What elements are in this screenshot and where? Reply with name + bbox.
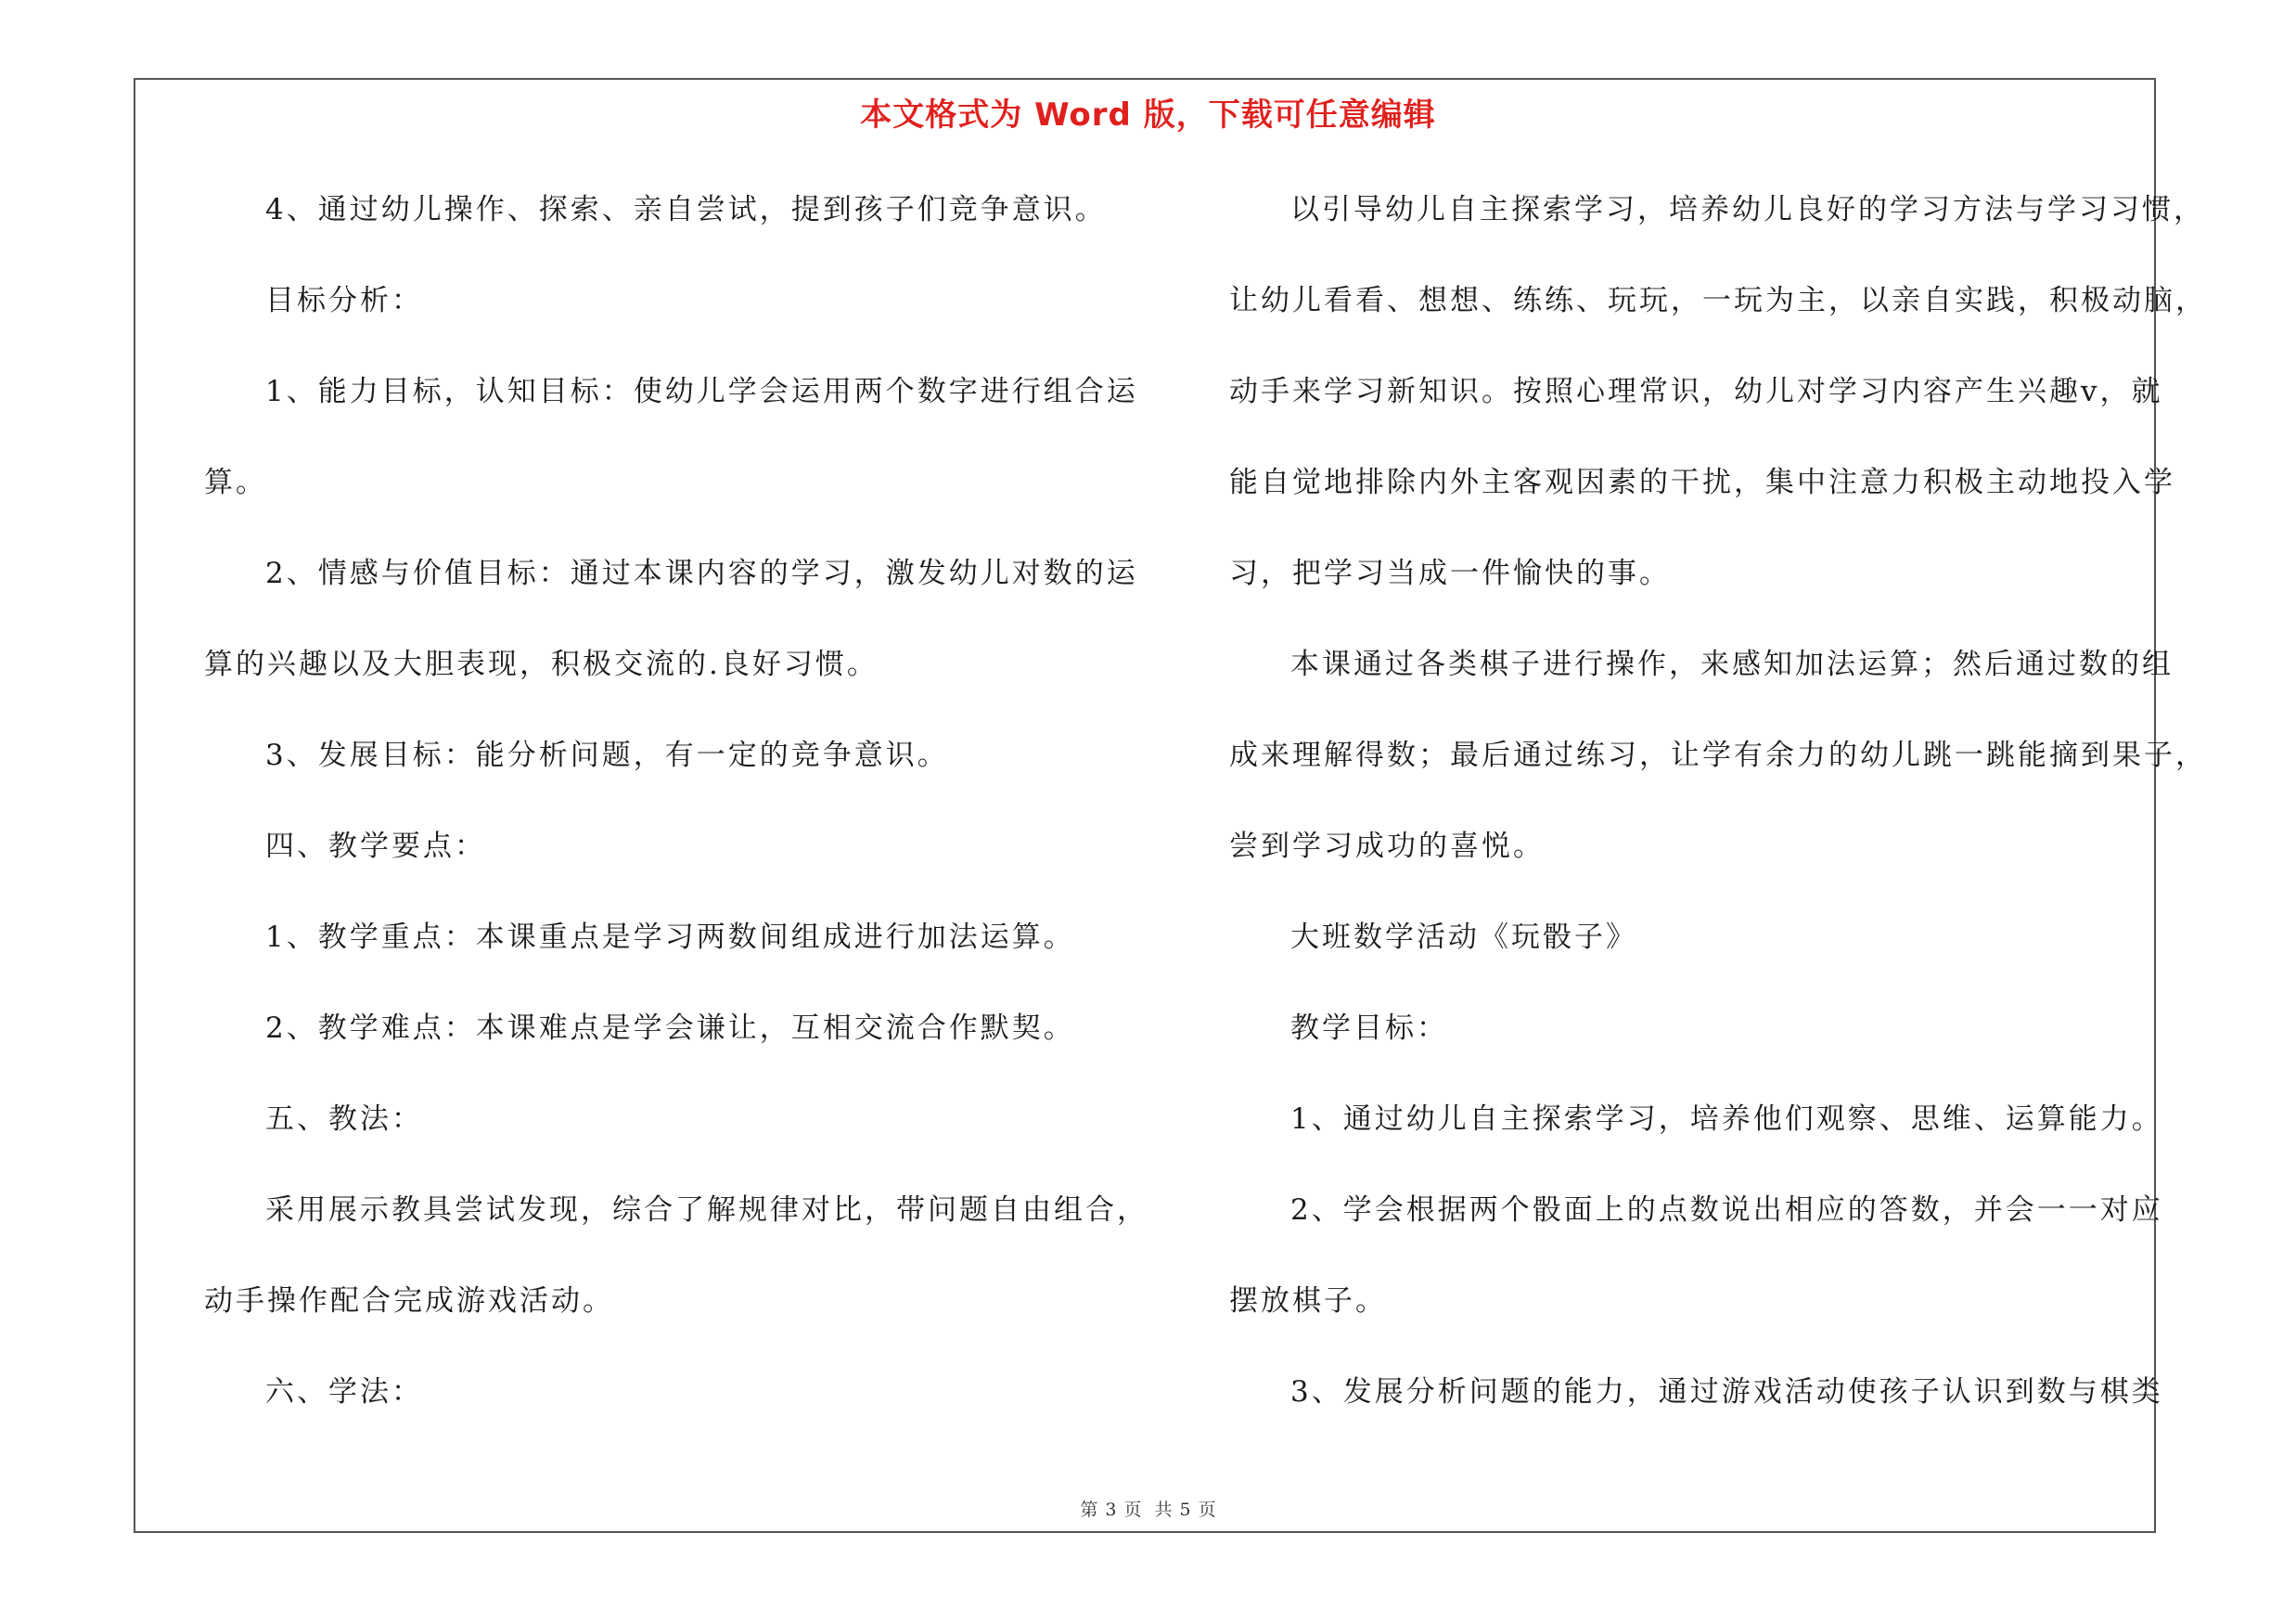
current-page-number: 3 — [1105, 1500, 1117, 1520]
paragraph-line: 3、发展目标：能分析问题，有一定的竞争意识。 — [265, 739, 949, 772]
paragraph-line: 算。 — [204, 466, 267, 499]
paragraph-line: 3、发展分析问题的能力，通过游戏活动使孩子认识到数与棋类 — [1290, 1375, 2163, 1409]
paragraph-line: 算的兴趣以及大胆表现，积极交流的.良好习惯。 — [204, 648, 879, 681]
paragraph-line: 2、教学难点：本课难点是学会谦让，互相交流合作默契。 — [265, 1011, 1075, 1045]
paragraph-line: 目标分析： — [265, 284, 423, 317]
footer-label: 页 — [1123, 1500, 1142, 1520]
paragraph-line: 六、学法： — [265, 1375, 423, 1409]
section-heading: 大班数学活动《玩骰子》 — [1290, 921, 1637, 954]
total-page-number: 5 — [1179, 1500, 1191, 1520]
paragraph-line: 1、能力目标，认知目标：使幼儿学会运用两个数字进行组合运 — [265, 375, 1138, 408]
paragraph-line: 2、学会根据两个骰面上的点数说出相应的答数，并会一一对应 — [1290, 1193, 2163, 1227]
header-banner: 本文格式为 Word 版，下载可任意编辑 — [860, 97, 1436, 134]
paragraph-line: 成来理解得数；最后通过练习，让学有余力的幼儿跳一跳能摘到果子， — [1229, 739, 2207, 772]
paragraph-line: 动手来学习新知识。按照心理常识，幼儿对学习内容产生兴趣v，就 — [1229, 375, 2163, 408]
paragraph-line: 1、教学重点：本课重点是学习两数间组成进行加法运算。 — [265, 921, 1075, 954]
paragraph-line: 采用展示教具尝试发现，综合了解规律对比，带问题自由组合， — [265, 1193, 1148, 1227]
page-footer — [0, 1496, 2296, 1521]
paragraph-line: 能自觉地排除内外主客观因素的干扰，集中注意力积极主动地投入学 — [1229, 466, 2175, 499]
paragraph-line: 2、情感与价值目标：通过本课内容的学习，激发幼儿对数的运 — [265, 557, 1138, 590]
footer-label: 页 — [1198, 1500, 1216, 1520]
paragraph-line: 以引导幼儿自主探索学习，培养幼儿良好的学习方法与学习习惯， — [1290, 193, 2205, 226]
paragraph-line: 四、教学要点： — [265, 830, 486, 863]
paragraph-line: 本课通过各类棋子进行操作，来感知加法运算；然后通过数的组 — [1290, 648, 2174, 681]
paragraph-line: 摆放棋子。 — [1229, 1284, 1387, 1318]
paragraph-line: 1、通过幼儿自主探索学习，培养他们观察、思维、运算能力。 — [1290, 1102, 2163, 1136]
paragraph-line: 五、教法： — [265, 1102, 423, 1136]
paragraph-line: 动手操作配合完成游戏活动。 — [204, 1284, 614, 1318]
footer-label: 共 — [1154, 1500, 1173, 1520]
paragraph-line: 教学目标： — [1290, 1011, 1448, 1045]
paragraph-line: 习，把学习当成一件愉快的事。 — [1229, 557, 1671, 590]
paragraph-line: 尝到学习成功的喜悦。 — [1229, 830, 1545, 863]
paragraph-line: 让幼儿看看、想想、练练、玩玩，一玩为主，以亲自实践，积极动脑， — [1229, 284, 2207, 317]
footer-label: 第 — [1080, 1500, 1098, 1520]
paragraph-line: 4、通过幼儿操作、探索、亲自尝试，提到孩子们竞争意识。 — [265, 193, 1107, 226]
